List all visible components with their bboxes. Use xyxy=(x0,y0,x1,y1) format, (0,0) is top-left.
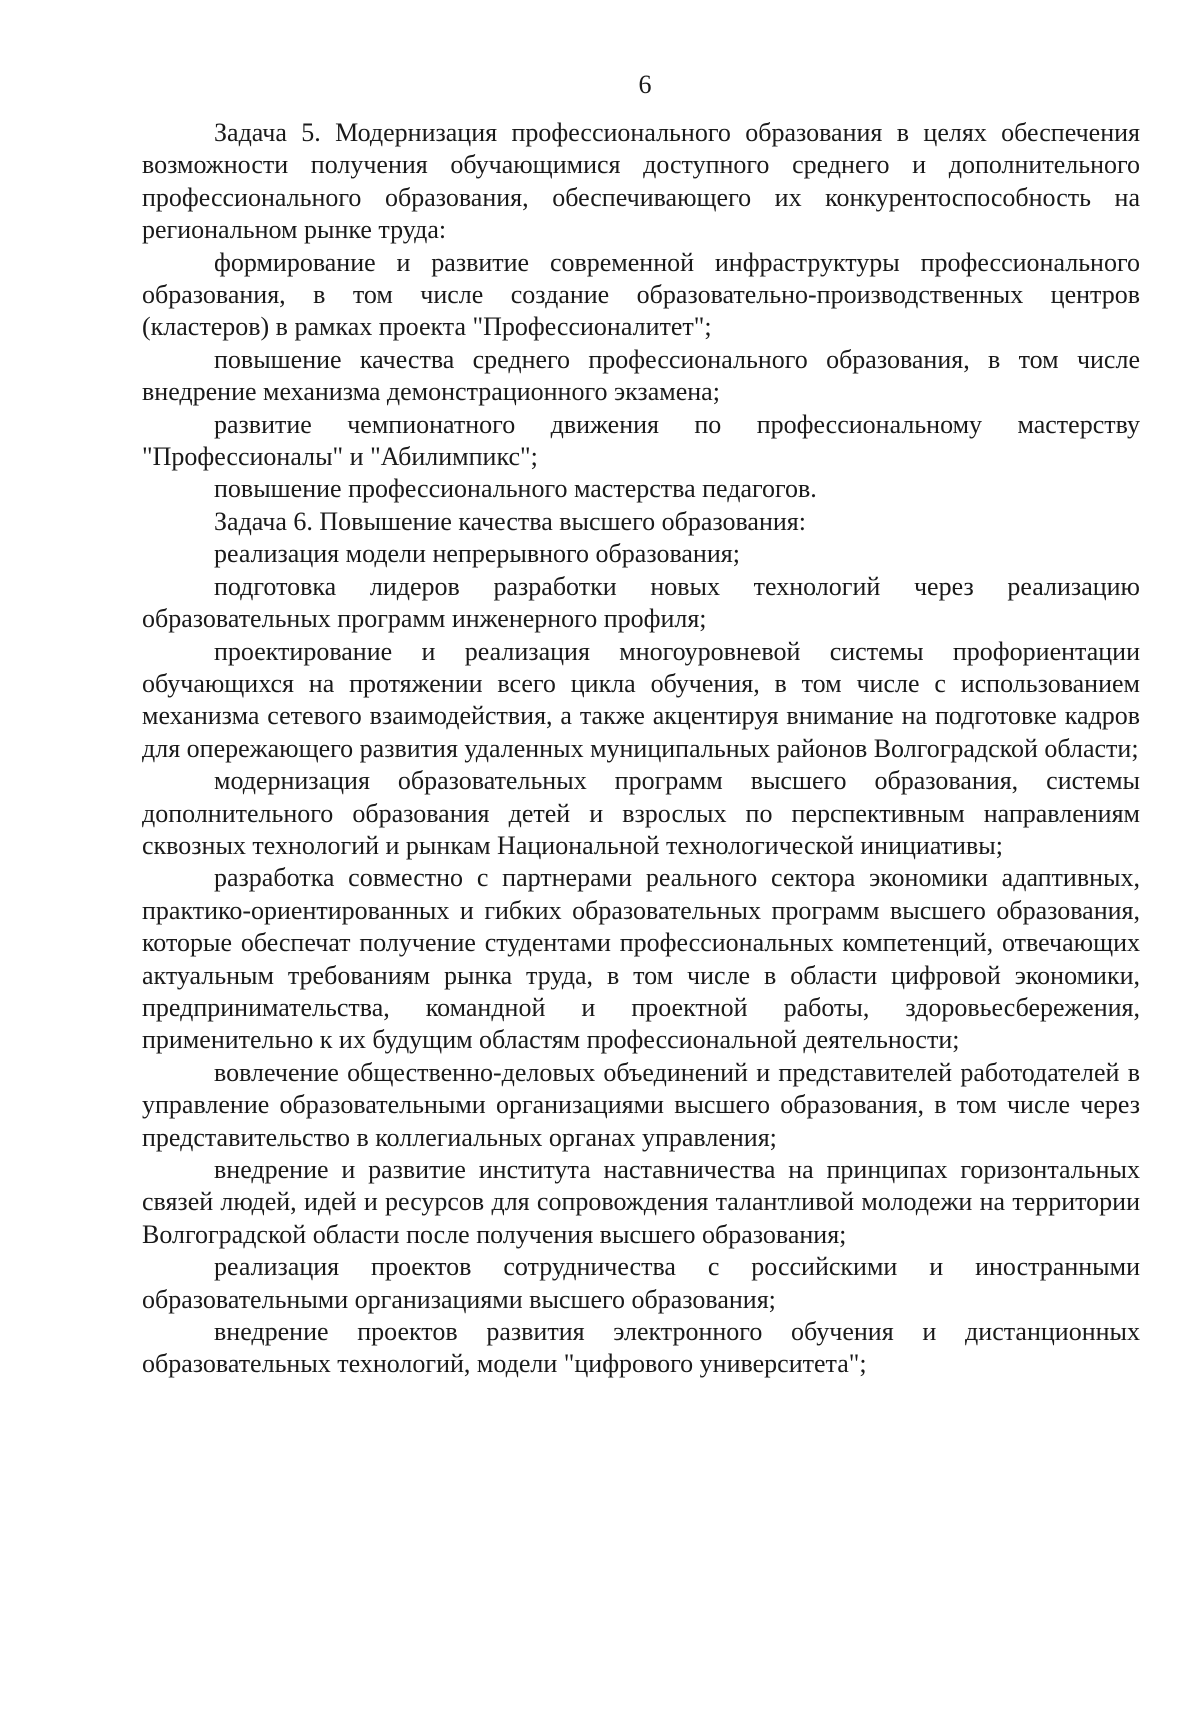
page-number: 6 xyxy=(638,70,652,99)
list-item: повышение качества среднего профессионального образования, в том числе внедрение механизма демонстрационного экзамена; xyxy=(142,344,1140,407)
list-item: вовлечение общественно-деловых объединений и представителей работодателей в управление образовательными организациями высшего образования, в том числе через представительство в коллегиальных органах управления; xyxy=(142,1057,1140,1152)
list-item: проектирование и реализация многоуровневой системы профориентации обучающихся на протяжении всего цикла обучения, в том числе с использованием механизма сетевого взаимодействия, а также акцентируя внимание на подготовке кадров для опережающего развития удаленных муниципальных районов Волгоградской области; xyxy=(142,636,1140,763)
list-item: подготовка лидеров разработки новых технологий через реализацию образовательных программ инженерного профиля; xyxy=(142,571,1140,634)
list-item: повышение профессионального мастерства педагогов. xyxy=(214,474,817,504)
list-item: реализация модели непрерывного образования; xyxy=(214,539,740,569)
list-item: внедрение и развитие института наставничества на принципах горизонтальных связей людей, идей и ресурсов для сопровождения талантливой молодежи на территории Волгоградской области после получения высшего образования; xyxy=(142,1155,1140,1249)
list-item: формирование и развитие современной инфраструктуры профессионального образования, в том числе создание образовательно-производственных центров (кластеров) в рамках проекта "Профессионалитет"; xyxy=(142,247,1140,342)
task-6-heading: Задача 6. Повышение качества высшего образования: xyxy=(214,506,806,536)
list-item: разработка совместно с партнерами реального сектора экономики адаптивных, практико-ориентированных и гибких образовательных программ высшего образования, которые обеспечат получение студентами профессиональных компетенций, отвечающих актуальным требованиям рынка труда, в том числе в области цифровой экономики, предпринимательства, командной и проектной работы, здоровьесбережения, применительно к их будущим областям профессиональной деятельности; xyxy=(142,863,1140,1055)
list-item: внедрение проектов развития электронного обучения и дистанционных образовательных технологий, модели "цифрового университета"; xyxy=(142,1317,1140,1379)
list-item: модернизация образовательных программ высшего образования, системы дополнительного образования детей и взрослых по перспективным направлениям сквозных технологий и рынкам Национальной технологической инициативы; xyxy=(142,766,1140,860)
list-item: развитие чемпионатного движения по профессиональному мастерству "Профессионалы" и "Абилимпикс"; xyxy=(142,409,1140,472)
task-5-heading: Задача 5. Модернизация профессионального образования в целях обеспечения возможности получения обучающимися доступного среднего и дополнительного профессионального образования, обеспечивающего их конкурентоспособность на региональном рынке труда: xyxy=(142,118,1140,245)
document-body xyxy=(142,117,1140,1381)
list-item: реализация проектов сотрудничества с российскими и иностранными образовательными организациями высшего образования; xyxy=(142,1252,1140,1314)
